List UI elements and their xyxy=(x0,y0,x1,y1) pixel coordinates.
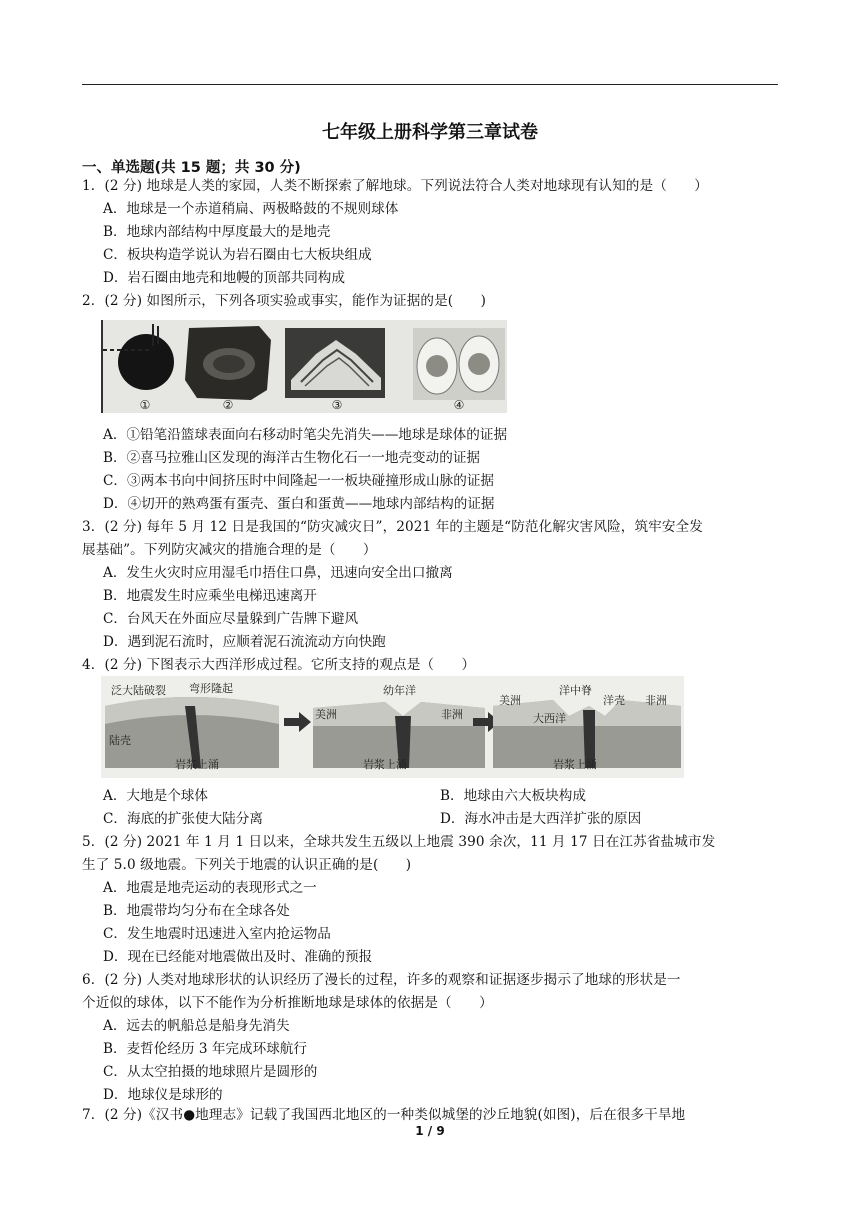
question-7-stem: 7．(2 分)《汉书●地理志》记载了我国西北地区的一种类似城堡的沙丘地貌(如图)，后在很多干旱地 xyxy=(82,1107,686,1123)
q2-option-a[interactable]: A．①铅笔沿篮球表面向右移动时笔尖先消失——地球是球体的证据 xyxy=(103,427,508,443)
q1-option-c[interactable]: C．板块构造学说认为岩石圈由七大板块组成 xyxy=(103,247,372,263)
q2-option-d[interactable]: D．④切开的熟鸡蛋有蛋壳、蛋白和蛋黄——地球内部结构的证据 xyxy=(103,496,495,512)
q4-label-p1-d: 岩浆上涌 xyxy=(175,758,219,771)
question-2-stem: 2．(2 分) 如图所示，下列各项实验或事实，能作为证据的是( ) xyxy=(82,293,486,309)
q5-option-b[interactable]: B．地震带均匀分布在全球各处 xyxy=(103,903,290,919)
question-3-stem-line2: 展基础”。下列防灾减灾的措施合理的是（ ） xyxy=(82,542,377,558)
q4-label-p3-c: 洋壳 xyxy=(603,694,625,707)
q4-label-p3-e: 大西洋 xyxy=(533,712,566,725)
question-5-stem-line1: 5．(2 分) 2021 年 1 月 1 日以来，全球共发生五级以上地震 390 余次，11 月 17 日在江苏省盐城市发 xyxy=(82,834,716,850)
header-rule xyxy=(82,84,778,85)
q4-label-p2-a: 幼年洋 xyxy=(383,684,416,697)
q4-label-p3-b: 洋中脊 xyxy=(559,684,592,697)
q6-option-d[interactable]: D．地球仪是球形的 xyxy=(103,1087,223,1103)
q4-figure xyxy=(101,676,684,778)
q4-option-b[interactable]: B．地球由六大板块构成 xyxy=(440,788,586,804)
question-6-stem-line2: 个近似的球体，以下不能作为分析推断地球是球体的依据是（ ） xyxy=(82,995,493,1011)
question-4-stem: 4．(2 分) 下图表示大西洋形成过程。它所支持的观点是（ ） xyxy=(82,657,476,673)
q3-option-c[interactable]: C．台风天在外面应尽量躲到广告牌下避风 xyxy=(103,611,359,627)
q4-label-p2-d: 岩浆上涌 xyxy=(363,758,407,771)
q1-option-d[interactable]: D．岩石圈由地壳和地幔的顶部共同构成 xyxy=(103,270,345,286)
q2-figure xyxy=(101,320,507,413)
q4-label-p2-b: 美洲 xyxy=(315,708,337,721)
q4-option-a[interactable]: A．大地是个球体 xyxy=(103,788,208,804)
question-5-stem-line2: 生了 5.0 级地震。下列关于地震的认识正确的是( ) xyxy=(82,857,412,873)
q4-label-p1-a: 泛大陆破裂 xyxy=(111,684,166,697)
q3-option-a[interactable]: A．发生火灾时应用湿毛巾捂住口鼻，迅速向安全出口撤离 xyxy=(103,565,453,581)
q4-label-p1-c: 陆壳 xyxy=(109,734,131,747)
question-6-stem-line1: 6．(2 分) 人类对地球形状的认识经历了漫长的过程，许多的观察和证据逐步揭示了地球的形状是一 xyxy=(82,972,681,988)
q6-option-a[interactable]: A．远去的帆船总是船身先消失 xyxy=(103,1018,290,1034)
question-3-stem-line1: 3．(2 分) 每年 5 月 12 日是我国的“防灾减灾日”，2021 年的主题是“防范化解灾害风险，筑牢安全发 xyxy=(82,519,703,535)
q3-option-d[interactable]: D．遇到泥石流时，应顺着泥石流流动方向快跑 xyxy=(103,634,386,650)
page-title: 七年级上册科学第三章试卷 xyxy=(322,122,538,143)
q2-fig-label-2: ② xyxy=(222,398,234,412)
q1-option-b[interactable]: B．地球内部结构中厚度最大的是地壳 xyxy=(103,224,331,240)
q4-label-p2-c: 非洲 xyxy=(441,708,463,721)
q2-option-b[interactable]: B．②喜马拉雅山区发现的海洋古生物化石一一地壳变动的证据 xyxy=(103,450,481,466)
q6-option-b[interactable]: B．麦哲伦经历 3 年完成环球航行 xyxy=(103,1041,307,1057)
q4-option-d[interactable]: D．海水冲击是大西洋扩张的原因 xyxy=(440,811,642,827)
q5-option-c[interactable]: C．发生地震时迅速进入室内抢运物品 xyxy=(103,926,331,942)
q2-fig-label-1: ① xyxy=(139,398,151,412)
q4-label-p1-b: 弯形隆起 xyxy=(189,682,233,695)
q4-label-p3-d: 非洲 xyxy=(645,694,667,707)
section-heading: 一、单选题(共 15 题；共 30 分) xyxy=(82,160,301,176)
page-number: 1 / 9 xyxy=(415,1124,445,1138)
q3-option-b[interactable]: B．地震发生时应乘坐电梯迅速离开 xyxy=(103,588,317,604)
q2-fig-label-4: ④ xyxy=(453,398,465,412)
q5-option-d[interactable]: D．现在已经能对地震做出及时、准确的预报 xyxy=(103,949,373,965)
q4-label-p3-a: 美洲 xyxy=(499,694,521,707)
q4-option-c[interactable]: C．海底的扩张使大陆分离 xyxy=(103,811,263,827)
question-1-stem: 1．(2 分) 地球是人类的家园，人类不断探索了解地球。下列说法符合人类对地球现有认知的是（ ） xyxy=(82,178,708,194)
q2-fig-label-3: ③ xyxy=(331,398,343,412)
q4-label-p3-f: 岩浆上涌 xyxy=(553,758,597,771)
q5-option-a[interactable]: A．地震是地壳运动的表现形式之一 xyxy=(103,880,317,896)
q2-option-c[interactable]: C．③两本书向中间挤压时中间隆起一一板块碰撞形成山脉的证据 xyxy=(103,473,495,489)
q1-option-a[interactable]: A．地球是一个赤道稍扁、两极略鼓的不规则球体 xyxy=(103,201,399,217)
q6-option-c[interactable]: C．从太空拍摄的地球照片是圆形的 xyxy=(103,1064,318,1080)
